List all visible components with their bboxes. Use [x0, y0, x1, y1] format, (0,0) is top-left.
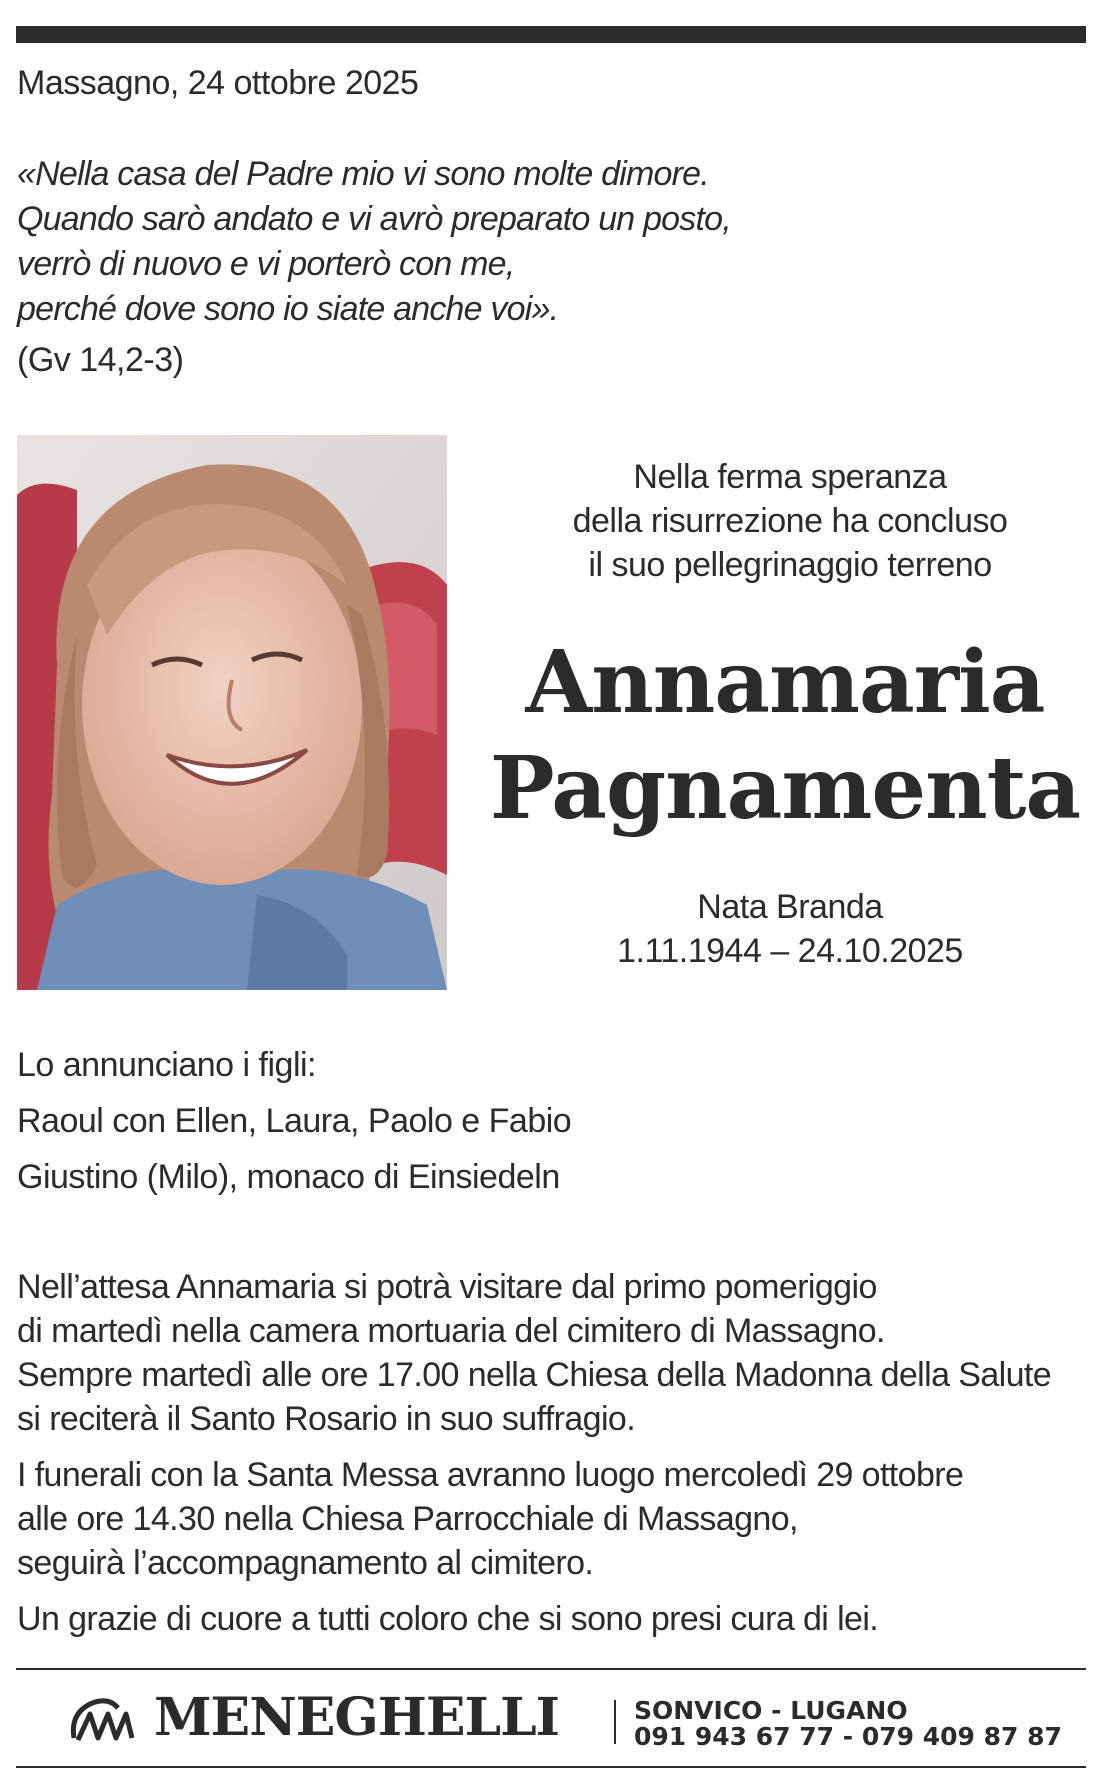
family-line: Raoul con Ellen, Laura, Paolo e Fabio: [17, 1102, 572, 1140]
family-line: Giustino (Milo), monaco di Einsiedeln: [17, 1158, 560, 1196]
date-line: Massagno, 24 ottobre 2025: [17, 64, 419, 102]
footer-divider: [614, 1700, 616, 1744]
phone-numbers: 091 943 67 77 - 079 409 87 87: [634, 1722, 1062, 1751]
footer-top-rule: [16, 1668, 1086, 1670]
footer-bottom-rule: [16, 1766, 1086, 1768]
bible-verse: [17, 152, 731, 332]
intro-line: Nella ferma speranza: [633, 458, 947, 496]
funeral-home-footer: [16, 1672, 1086, 1768]
location: SONVICO - LUGANO: [634, 1696, 908, 1725]
top-rule: [16, 26, 1086, 43]
brand-name: MENEGHELLI: [154, 1687, 559, 1748]
deceased-name: [470, 630, 1100, 842]
family-list: [17, 1037, 571, 1205]
birth-details: [485, 885, 1095, 973]
details-paragraph: I funerali con la Santa Messa avranno luogo mercoledì 29 ottobre alle ore 14.30 nella Chiesa Parrocchiale di Massagno, seguirà l’accompagnamento al cimitero.: [17, 1456, 964, 1582]
intro-line: il suo pellegrinaggio terreno: [588, 546, 992, 584]
last-name: Pagnamenta: [489, 738, 1081, 839]
service-details: [17, 1265, 1051, 1653]
first-name: Annamaria: [525, 632, 1045, 733]
details-paragraph: Un grazie di cuore a tutti coloro che si sono presi cura di lei.: [17, 1600, 879, 1638]
verse-line: verrò di nuovo e vi porterò con me,: [17, 245, 515, 283]
meneghelli-logo-icon: [68, 1694, 138, 1746]
verse-line: Quando sarò andato e vi avrò preparato un posto,: [17, 200, 731, 238]
contact-info: [634, 1698, 1062, 1750]
announcement-intro: [485, 455, 1095, 587]
maiden-name: Nata Branda: [697, 888, 883, 926]
portrait-photo: [17, 435, 447, 990]
verse-line: «Nella casa del Padre mio vi sono molte dimore.: [17, 155, 709, 193]
intro-line: della risurrezione ha concluso: [572, 502, 1008, 540]
details-paragraph: Nell’attesa Annamaria si potrà visitare dal primo pomeriggio di martedì nella camera mortuaria del cimitero di Massagno. Sempre martedì alle ore 17.00 nella Chiesa della Madonna della Salute si reciterà il Santo Rosario in suo suffragio.: [17, 1268, 1052, 1438]
verse-line: perché dove sono io siate anche voi».: [17, 290, 559, 328]
verse-reference: (Gv 14,2-3): [17, 341, 184, 379]
family-heading: Lo annunciano i figli:: [17, 1046, 317, 1084]
life-dates: 1.11.1944 – 24.10.2025: [617, 932, 963, 970]
